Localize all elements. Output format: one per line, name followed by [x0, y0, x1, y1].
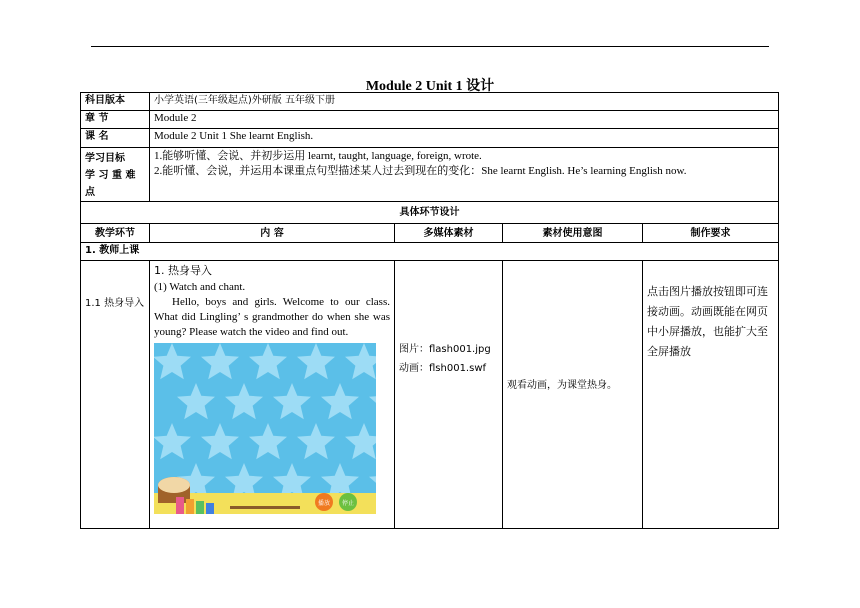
col-header-media: 多媒体素材: [395, 224, 503, 243]
lesson-label: 课 名: [81, 129, 150, 148]
requirement-cell: [643, 261, 779, 529]
flash-thumbnail[interactable]: [154, 343, 376, 514]
media-animation: 动画：flsh001.swf: [399, 363, 487, 374]
stop-button[interactable]: [339, 493, 357, 511]
goal-1: 1.能够听懂、会说、并初步运用 learnt, taught, language, foreign, wrote.: [154, 150, 482, 162]
step-cell: [81, 261, 150, 529]
progress-bar: [230, 506, 300, 509]
drum-icon: [158, 477, 190, 503]
column-header-row: [81, 224, 779, 243]
media-cell: [395, 261, 503, 529]
lesson-design-table: [80, 92, 779, 529]
chapter-value: Module 2: [150, 111, 779, 129]
lesson-value: Module 2 Unit 1 She learnt English.: [150, 129, 779, 148]
section-row: [81, 243, 779, 261]
col-header-step: 教学环节: [81, 224, 150, 243]
goals-label-2: 学 习 重 难 点: [85, 170, 136, 198]
media-image: 图片：flash001.jpg: [399, 344, 491, 355]
intent-cell: [503, 261, 643, 529]
content-heading: 1. 热身导入: [154, 264, 212, 277]
warmup-row: [81, 261, 779, 529]
goals-label: [81, 148, 150, 202]
thumbnail-art: [154, 343, 376, 514]
requirement-text: 点击图片播放按钮即可连接动画。动画既能在网页中小屏播放，也能扩大至全屏播放: [647, 285, 768, 358]
content-text: Hello, boys and girls. Welcome to our class. What did Lingling’ s grandmother do when she was young? Please watch the video and find out.: [154, 296, 390, 338]
lesson-row: [81, 129, 779, 148]
subject-value: 小学英语(三年级起点)外研版 五年级下册: [150, 93, 779, 111]
goals-content: [150, 148, 779, 202]
play-button[interactable]: [315, 493, 333, 511]
design-header: 具体环节设计: [81, 202, 779, 224]
design-header-row: [81, 202, 779, 224]
play-label: 播放: [317, 500, 331, 507]
content-sub: (1) Watch and chant.: [154, 281, 246, 293]
subject-label: 科目版本: [81, 93, 150, 111]
col-header-intent: 素材使用意图: [503, 224, 643, 243]
intent-text: 观看动画，为课堂热身。: [507, 380, 617, 391]
col-header-requirement: 制作要求: [643, 224, 779, 243]
subject-row: [81, 93, 779, 111]
section-1-title: 1. 教师上课: [81, 243, 779, 261]
goal-2: 2.能听懂、会说，并运用本课重点句型描述某人过去到现在的变化：She learnt English. He’s learning English now.: [154, 165, 687, 177]
header-rule: [91, 46, 769, 47]
goals-row: [81, 148, 779, 202]
chapter-row: [81, 111, 779, 129]
col-header-content: 内 容: [150, 224, 395, 243]
chapter-label: 章 节: [81, 111, 150, 129]
stop-label: 停止: [341, 500, 355, 507]
content-cell: [150, 261, 395, 529]
step-label: 1.1 热身导入: [85, 298, 145, 309]
goals-label-1: 学习目标: [85, 153, 125, 164]
page-title: Module 2 Unit 1 设计: [365, 79, 495, 94]
